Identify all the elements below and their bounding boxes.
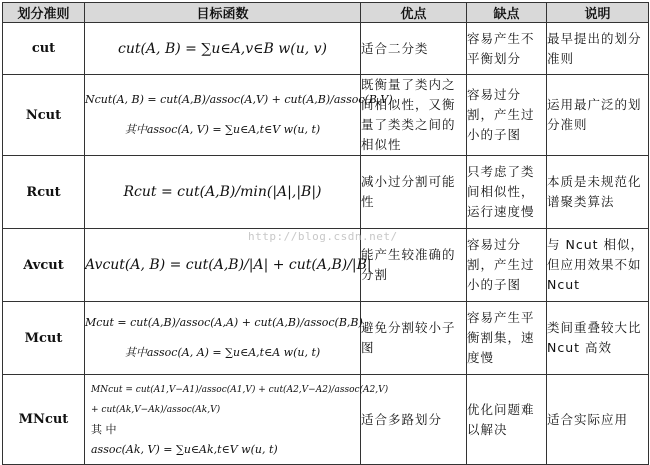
criterion-name: Mcut <box>3 302 85 375</box>
formula-line: + cut(Ak,V−Ak)/assoc(Ak,V) <box>91 404 221 415</box>
formula-line: assoc(Ak, V) = ∑u∈Ak,t∈V w(u, t) <box>91 442 278 456</box>
table-row <box>3 23 649 75</box>
header-objective: 目标函数 <box>85 3 361 23</box>
criterion-name: Avcut <box>3 229 85 302</box>
watermark: http://blog.csdn.net/ <box>248 230 398 243</box>
note-cell: 与 Ncut 相似，但应用效果不如 Ncut <box>547 229 649 302</box>
formula-line: cut(A, B) = ∑u∈A,v∈B w(u, v) <box>117 40 327 57</box>
note-cell: 最早提出的划分准则 <box>547 23 649 75</box>
criterion-name: Ncut <box>3 75 85 156</box>
pros-cell: 能产生较准确的分割 <box>361 229 467 302</box>
pros-cell: 适合多路划分 <box>361 375 467 465</box>
formula-line: Ncut(A, B) = cut(A,B)/assoc(A,V) + cut(A,B)/assoc(B,V) <box>85 93 393 106</box>
table-row <box>3 75 649 156</box>
formula-line: 其 中 <box>91 422 117 436</box>
header-criterion: 划分准则 <box>3 3 85 23</box>
header-pros: 优点 <box>361 3 467 23</box>
formula-line: Mcut = cut(A,B)/assoc(A,A) + cut(A,B)/assoc(B,B) <box>85 316 363 329</box>
pros-cell: 既衡量了类内之间相似性，又衡量了类类之间的相似性 <box>361 75 467 156</box>
table-row <box>3 156 649 229</box>
formula-line: 其中assoc(A, V) = ∑u∈A,t∈V w(u, t) <box>124 123 321 136</box>
objective-formula <box>85 375 389 465</box>
formula-line: Rcut = cut(A,B)/min(|A|,|B|) <box>123 184 322 200</box>
cons-cell: 容易产生平衡割集，速度慢 <box>467 302 547 375</box>
note-cell: 适合实际应用 <box>547 375 649 465</box>
criterion-name: MNcut <box>3 375 85 465</box>
cons-cell: 容易产生不平衡划分 <box>467 23 547 75</box>
pros-cell: 避免分割较小子图 <box>361 302 467 375</box>
formula-line: 其中assoc(A, A) = ∑u∈A,t∈A w(u, t) <box>124 346 321 359</box>
cons-cell: 容易过分割，产生过小的子图 <box>467 75 547 156</box>
table-row <box>3 375 649 465</box>
note-cell: 类间重叠较大比 Ncut 高效 <box>547 302 649 375</box>
note-cell: 运用最广泛的划分准则 <box>547 75 649 156</box>
criterion-name: cut <box>3 23 85 75</box>
note-cell: 本质是未规范化谱聚类算法 <box>547 156 649 229</box>
objective-formula <box>85 75 393 156</box>
table-row <box>3 302 649 375</box>
objective-formula <box>85 156 361 229</box>
pros-cell: 适合二分类 <box>361 23 467 75</box>
header-cons: 缺点 <box>467 3 547 23</box>
cons-cell: 容易过分割，产生过小的子图 <box>467 229 547 302</box>
objective-formula <box>85 23 361 75</box>
criterion-name: Rcut <box>3 156 85 229</box>
header-row <box>3 3 649 23</box>
cons-cell: 优化问题难以解决 <box>467 375 547 465</box>
formula-line: Avcut(A, B) = cut(A,B)/|A| + cut(A,B)/|B| <box>85 257 372 273</box>
pros-cell: 减小过分割可能性 <box>361 156 467 229</box>
cons-cell: 只考虑了类间相似性，运行速度慢 <box>467 156 547 229</box>
header-notes: 说明 <box>547 3 649 23</box>
formula-line: MNcut = cut(A1,V−A1)/assoc(A1,V) + cut(A2,V−A2)/assoc(A2,V) <box>91 384 389 395</box>
objective-formula <box>85 302 361 375</box>
